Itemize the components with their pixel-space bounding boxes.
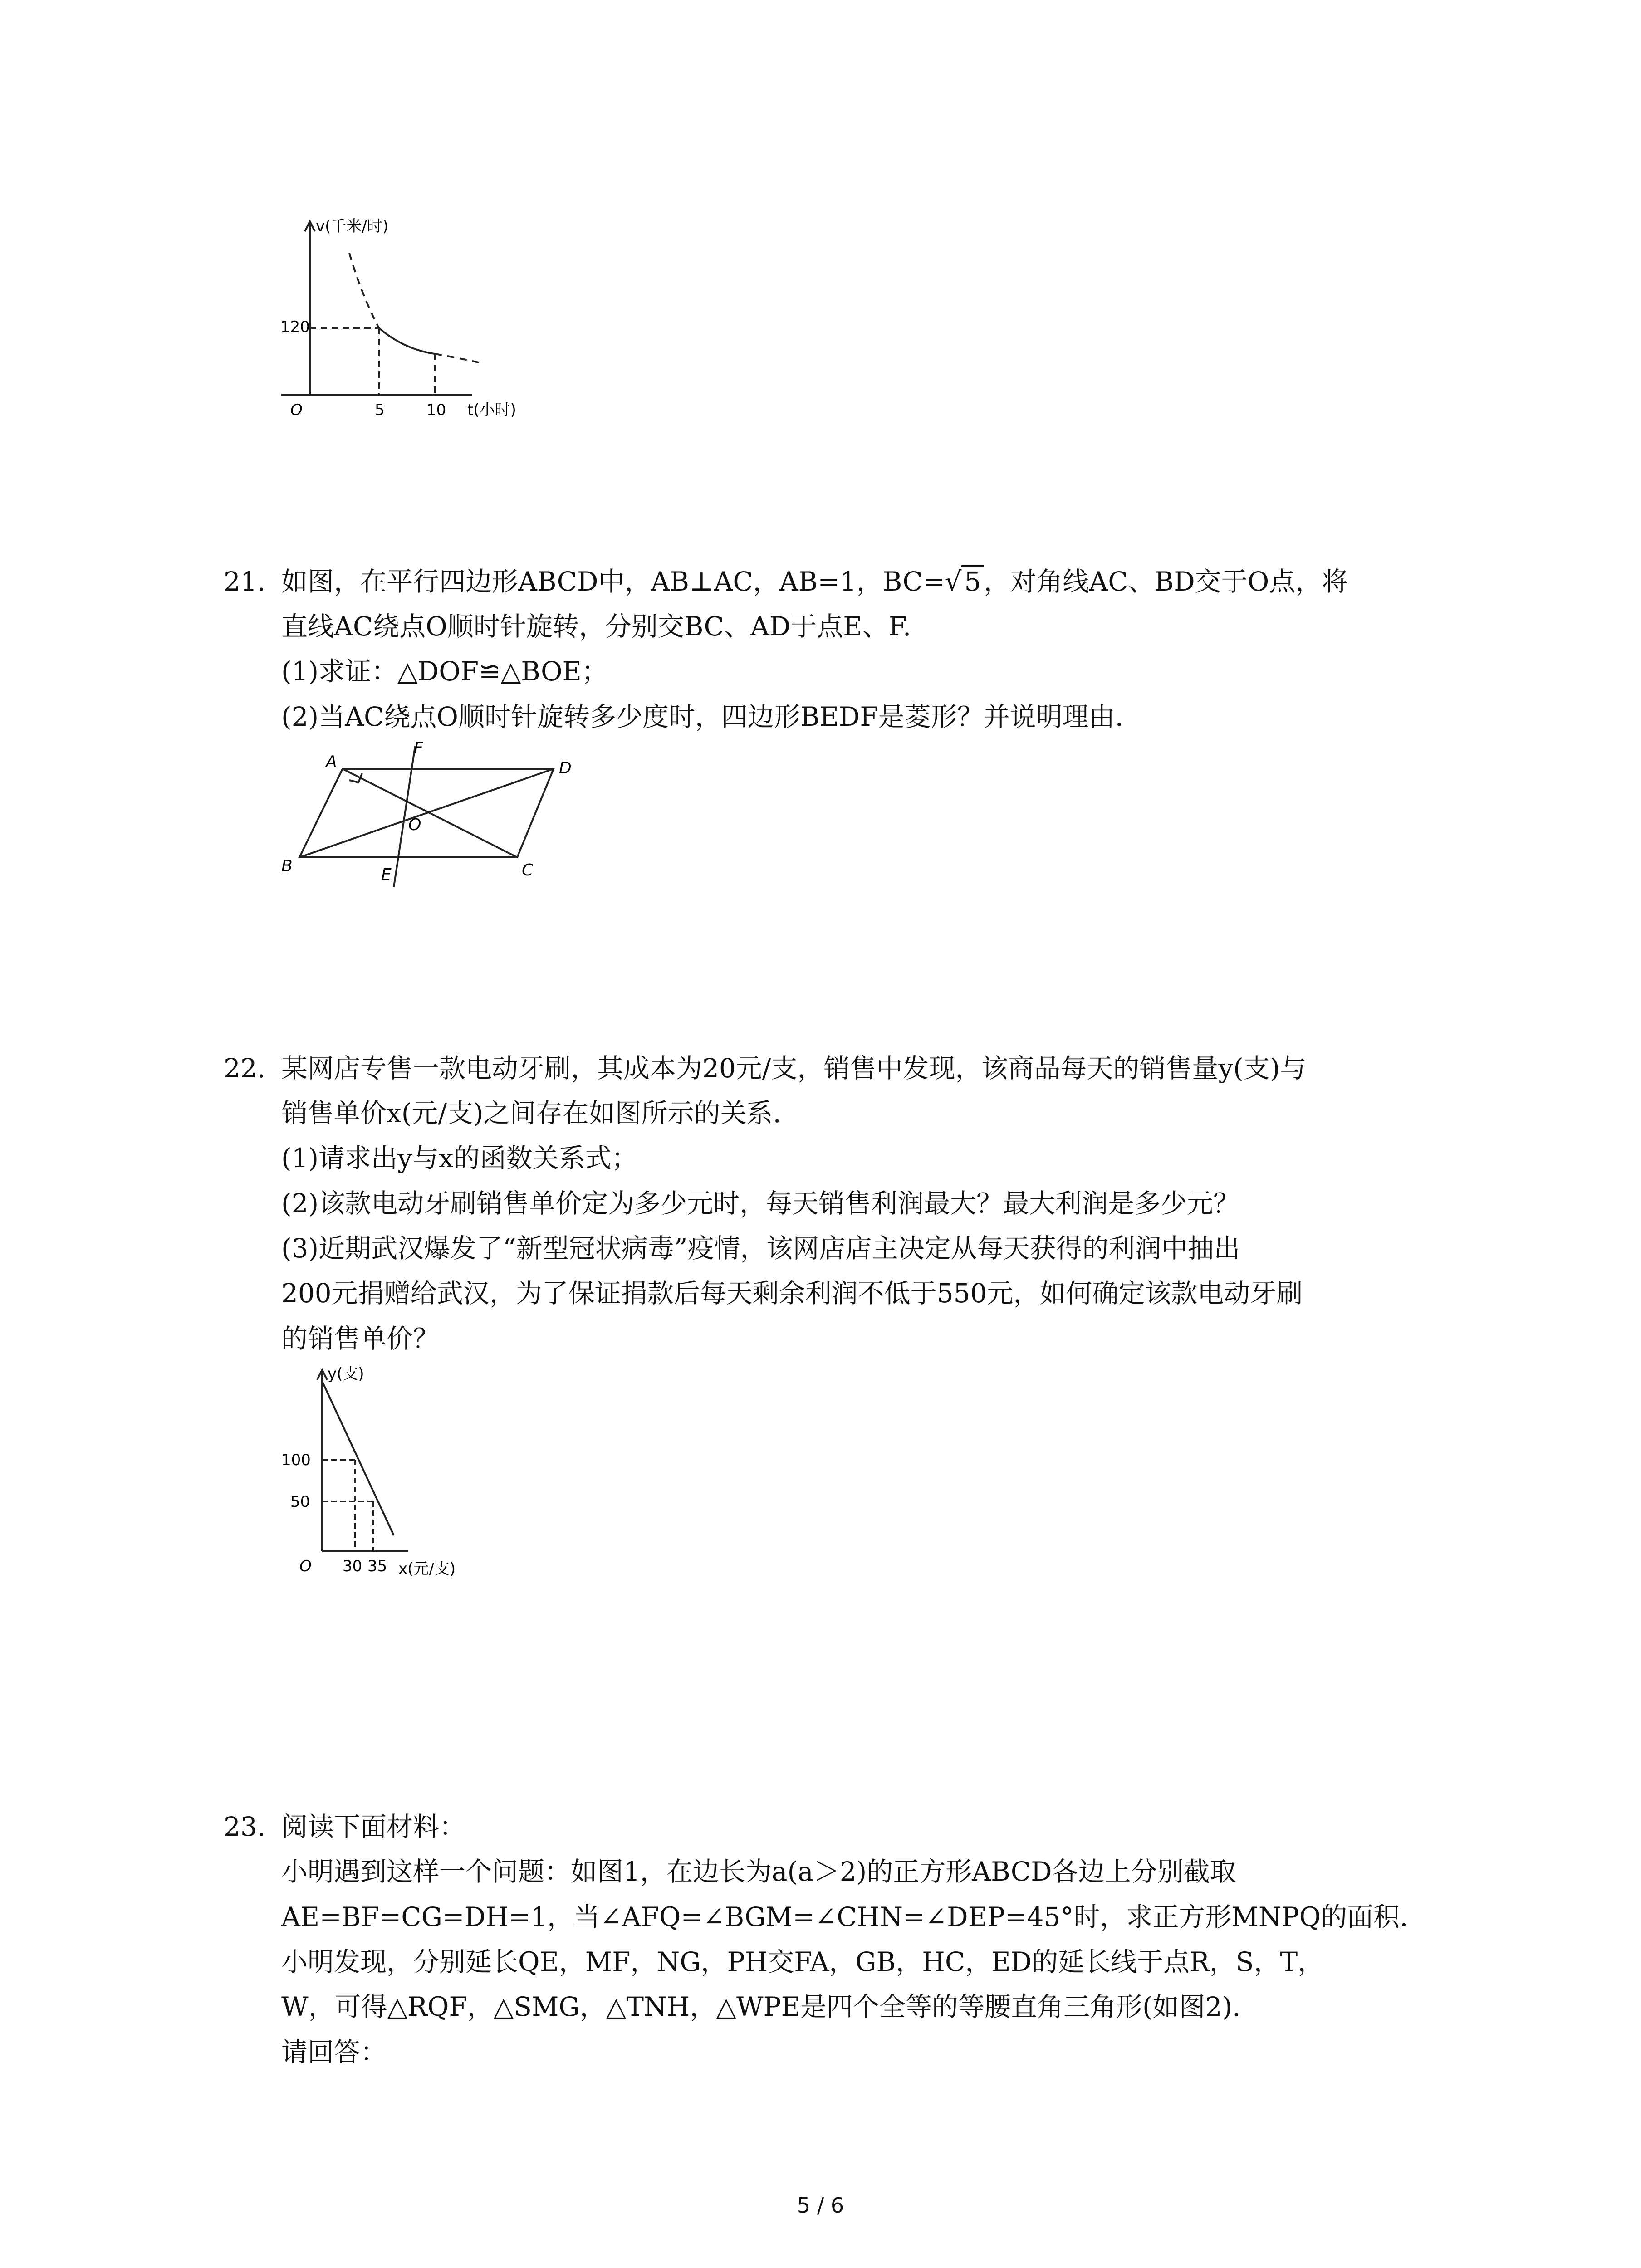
curve-solid: [379, 328, 435, 354]
q22-part3-line2: 200元捐赠给武汉，为了保证捐款后每天剩余利润不低于550元，如何确定该款电动牙刷: [281, 1278, 1303, 1309]
sqrt-sign: √: [945, 566, 962, 597]
label-o: O: [408, 816, 421, 834]
y-axis-label: v(千米/时): [316, 217, 389, 235]
x-tick-5: 5: [375, 401, 385, 419]
q22-line2: 销售单价x(元/支)之间存在如图所示的关系.: [281, 1098, 781, 1129]
q21-part1: (1)求证：△DOF≌△BOE；: [281, 656, 608, 687]
question-number-23: 23.: [224, 1811, 266, 1842]
y-tick-120: 120: [280, 318, 310, 336]
sales-price-graph: [272, 1361, 499, 1588]
q23-line2: 小明遇到这样一个问题：如图1，在边长为a(a＞2)的正方形ABCD各边上分别截取: [281, 1856, 1236, 1887]
y-tick-100: 100: [281, 1451, 311, 1469]
x-tick-35: 35: [367, 1557, 387, 1575]
q23-line3: AE=BF=CG=DH=1，当∠AFQ=∠BGM=∠CHN=∠DEP=45°时，求正方形MNPQ的面积.: [281, 1901, 1408, 1932]
velocity-time-graph: [272, 213, 544, 426]
origin-label: O: [290, 401, 303, 419]
label-d: D: [559, 759, 572, 777]
curve-dashed-right: [435, 354, 481, 363]
label-f: F: [414, 739, 423, 758]
sqrt-radicand: 5: [961, 565, 984, 596]
x-axis-label: t(小时): [467, 401, 516, 419]
diagonal-ac: [343, 769, 517, 857]
q23-line6: 请回答：: [281, 2037, 387, 2068]
q21-line2: 直线AC绕点O顺时针旋转，分别交BC、AD于点E、F.: [281, 611, 911, 642]
q22-part2: (2)该款电动牙刷销售单价定为多少元时，每天销售利润最大？最大利润是多少元？: [281, 1188, 1240, 1219]
y-axis-label: y(支): [328, 1365, 364, 1383]
q22-part3-line1: (3)近期武汉爆发了“新型冠状病毒”疫情，该网店店主决定从每天获得的利润中抽出: [281, 1233, 1240, 1264]
q22-part1: (1)请求出y与x的函数关系式；: [281, 1143, 638, 1173]
parallelogram-figure: [272, 737, 599, 891]
question-number-22: 22.: [224, 1053, 266, 1084]
label-b: B: [281, 857, 293, 875]
diagonal-bd: [299, 769, 554, 857]
q21-line1-pre: 如图，在平行四边形ABCD中，AB⊥AC，AB=1，BC=: [281, 566, 945, 597]
y-tick-50: 50: [290, 1493, 310, 1511]
q21-line1: [281, 559, 1348, 604]
sales-line: [322, 1381, 394, 1535]
q23-line4: 小明发现，分别延长QE，MF，NG，PH交FA，GB，HC，ED的延长线于点R，S，T，: [281, 1946, 1324, 1977]
q22-part3-line3: 的销售单价？: [281, 1323, 440, 1354]
x-axis-label: x(元/支): [398, 1560, 456, 1578]
label-c: C: [522, 861, 534, 880]
q21-part2: (2)当AC绕点O顺时针旋转多少度时，四边形BEDF是菱形？并说明理由.: [281, 701, 1124, 732]
label-a: A: [326, 753, 337, 771]
page-number: 5 / 6: [797, 2193, 844, 2218]
question-number-21: 21.: [224, 566, 266, 597]
x-tick-30: 30: [343, 1557, 362, 1575]
q23-line5: W，可得△RQF，△SMG，△TNH，△WPE是四个全等的等腰直角三角形(如图2).: [281, 1991, 1241, 2022]
q21-line1-post: ，对角线AC、BD交于O点，将: [984, 566, 1348, 597]
origin-label: O: [299, 1557, 312, 1575]
curve-dashed-left: [349, 253, 379, 328]
label-e: E: [381, 865, 392, 884]
q23-line1: 阅读下面材料：: [281, 1811, 466, 1842]
x-tick-10: 10: [426, 401, 446, 419]
q22-line1: 某网店专售一款电动牙刷，其成本为20元/支，销售中发现，该商品每天的销售量y(支)与: [281, 1053, 1307, 1084]
